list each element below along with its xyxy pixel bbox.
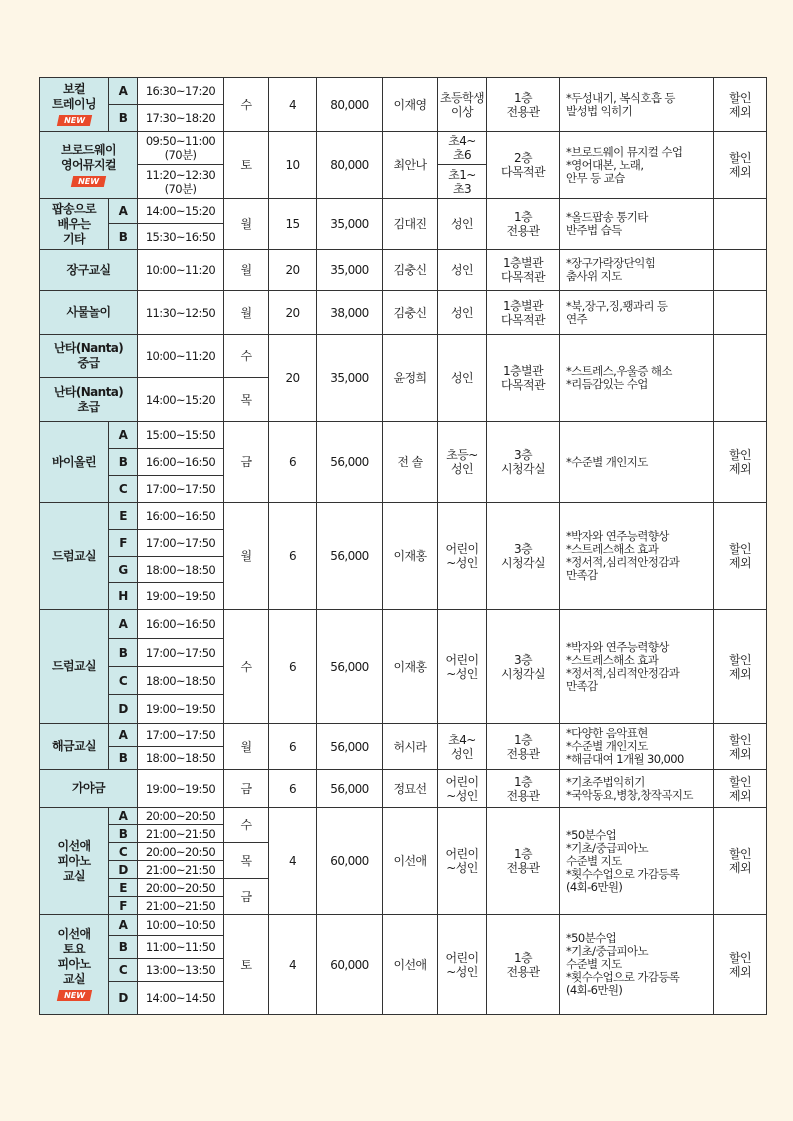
class-code: D (109, 695, 138, 724)
teacher: 김대진 (383, 199, 438, 250)
class-time: 14:00~15:20 (138, 378, 224, 422)
note: 할인 제외 (714, 915, 767, 1015)
description: *기초주법익히기 *국악동요,병창,창작곡지도 (560, 770, 714, 808)
note: 할인 제외 (714, 78, 767, 132)
class-time: 10:00~10:50 (138, 915, 224, 936)
class-time: 11:20~12:30 (70분) (138, 165, 224, 199)
class-time: 14:00~15:20 (138, 199, 224, 224)
course-name: 드럼교실 (40, 503, 109, 610)
class-capacity: 20 (269, 335, 317, 422)
class-capacity: 10 (269, 132, 317, 199)
target: 초등학생 이상 (438, 78, 487, 132)
course-name: 바이올린 (40, 422, 109, 503)
teacher: 이재홍 (383, 610, 438, 724)
note: 할인 제외 (714, 132, 767, 199)
class-time: 21:00~21:50 (138, 897, 224, 915)
class-fee: 60,000 (317, 915, 383, 1015)
class-time: 18:00~18:50 (138, 747, 224, 770)
class-code: C (109, 843, 138, 861)
class-time: 15:30~16:50 (138, 224, 224, 250)
target: 어린이 ~성인 (438, 915, 487, 1015)
target: 어린이 ~성인 (438, 808, 487, 915)
class-day: 토 (224, 132, 269, 199)
description: *박자와 연주능력향상 *스트레스해소 효과 *정서적,심리적안정감과 만족감 (560, 610, 714, 724)
description: *올드팝송 통기타 반주법 습득 (560, 199, 714, 250)
class-fee: 38,000 (317, 291, 383, 335)
class-code: B (109, 639, 138, 667)
class-day: 금 (224, 770, 269, 808)
class-time: 19:00~19:50 (138, 583, 224, 610)
target: 성인 (438, 199, 487, 250)
place: 1층별관 다목적관 (487, 250, 560, 291)
class-capacity: 20 (269, 250, 317, 291)
target: 초4~ 초6 (438, 132, 487, 165)
class-fee: 56,000 (317, 770, 383, 808)
class-code: B (109, 224, 138, 250)
course-name: 드럼교실 (40, 610, 109, 724)
class-fee: 56,000 (317, 503, 383, 610)
class-code: A (109, 422, 138, 449)
place: 1층 전용관 (487, 808, 560, 915)
course-name: 해금교실 (40, 724, 109, 770)
class-capacity: 4 (269, 78, 317, 132)
place: 1층 전용관 (487, 199, 560, 250)
note: 할인 제외 (714, 422, 767, 503)
class-capacity: 6 (269, 503, 317, 610)
class-time: 20:00~20:50 (138, 879, 224, 897)
class-capacity: 6 (269, 724, 317, 770)
new-badge: NEW (56, 115, 91, 126)
table-row (40, 199, 767, 224)
course-name: 팝송으로 배우는 기타 (40, 199, 109, 250)
description: *북,장구,징,꽹과리 등 연주 (560, 291, 714, 335)
class-time: 17:00~17:50 (138, 476, 224, 503)
note: 할인 제외 (714, 724, 767, 770)
class-time: 21:00~21:50 (138, 825, 224, 843)
target: 성인 (438, 291, 487, 335)
class-code: D (109, 861, 138, 879)
new-badge: NEW (56, 990, 91, 1001)
class-code: F (109, 897, 138, 915)
class-fee: 35,000 (317, 199, 383, 250)
teacher: 전 솔 (383, 422, 438, 503)
class-code: B (109, 105, 138, 132)
class-day: 월 (224, 250, 269, 291)
class-capacity: 6 (269, 610, 317, 724)
class-day: 월 (224, 199, 269, 250)
target: 성인 (438, 335, 487, 422)
description: *50분수업 *기초/중급피아노 수준별 지도 *횟수수업으로 가감등록 (4회-6만원) (560, 915, 714, 1015)
note (714, 199, 767, 250)
class-time: 17:00~17:50 (138, 639, 224, 667)
class-fee: 60,000 (317, 808, 383, 915)
course-name: 이선애 토요 피아노 교실 NEW (40, 915, 109, 1015)
class-code: A (109, 808, 138, 825)
class-code: E (109, 503, 138, 530)
target: 초등~ 성인 (438, 422, 487, 503)
class-capacity: 6 (269, 422, 317, 503)
class-time: 15:00~15:50 (138, 422, 224, 449)
teacher: 윤정희 (383, 335, 438, 422)
class-fee: 80,000 (317, 78, 383, 132)
class-fee: 35,000 (317, 250, 383, 291)
class-day: 수 (224, 335, 269, 378)
class-time: 17:00~17:50 (138, 724, 224, 747)
teacher: 최안나 (383, 132, 438, 199)
place: 3층 시청각실 (487, 503, 560, 610)
note (714, 335, 767, 422)
class-day: 수 (224, 78, 269, 132)
course-name: 사물놀이 (40, 291, 138, 335)
class-time: 18:00~18:50 (138, 667, 224, 695)
table-row (40, 335, 767, 378)
class-code: H (109, 583, 138, 610)
class-fee: 56,000 (317, 422, 383, 503)
class-time: 16:30~17:20 (138, 78, 224, 105)
target: 성인 (438, 250, 487, 291)
description: *수준별 개인지도 (560, 422, 714, 503)
description: *다양한 음악표현 *수준별 개인지도 *해금대여 1개월 30,000 (560, 724, 714, 770)
class-schedule-table (39, 77, 767, 1015)
course-name: 브로드웨이 영어뮤지컬 NEW (40, 132, 138, 199)
course-name: 가야금 (40, 770, 138, 808)
table-row (40, 770, 767, 808)
class-day: 금 (224, 879, 269, 915)
target: 초4~ 성인 (438, 724, 487, 770)
table-row (40, 132, 767, 165)
place: 1층별관 다목적관 (487, 291, 560, 335)
class-time: 13:00~13:50 (138, 959, 224, 982)
class-capacity: 20 (269, 291, 317, 335)
table-row (40, 422, 767, 449)
class-time: 09:50~11:00 (70분) (138, 132, 224, 165)
class-time: 16:00~16:50 (138, 449, 224, 476)
place: 1층별관 다목적관 (487, 335, 560, 422)
note: 할인 제외 (714, 503, 767, 610)
class-code: C (109, 476, 138, 503)
class-time: 19:00~19:50 (138, 695, 224, 724)
class-day: 수 (224, 808, 269, 843)
table-row (40, 610, 767, 639)
class-day: 토 (224, 915, 269, 1015)
class-code: G (109, 557, 138, 583)
course-name: 난타(Nanta) 초급 (40, 378, 138, 422)
class-capacity: 6 (269, 770, 317, 808)
class-fee: 56,000 (317, 610, 383, 724)
class-code: A (109, 915, 138, 936)
place: 2층 다목적관 (487, 132, 560, 199)
class-code: A (109, 724, 138, 747)
description: *두성내기, 복식호흡 등 발성법 익히기 (560, 78, 714, 132)
new-badge: NEW (71, 176, 106, 187)
target: 어린이 ~성인 (438, 770, 487, 808)
course-name: 난타(Nanta) 중급 (40, 335, 138, 378)
description: *박자와 연주능력향상 *스트레스해소 효과 *정서적,심리적안정감과 만족감 (560, 503, 714, 610)
class-fee: 80,000 (317, 132, 383, 199)
teacher: 이재홍 (383, 503, 438, 610)
class-day: 수 (224, 610, 269, 724)
target: 초1~ 초3 (438, 165, 487, 199)
class-time: 11:30~12:50 (138, 291, 224, 335)
table-row (40, 808, 767, 825)
teacher: 이선애 (383, 808, 438, 915)
class-code: C (109, 667, 138, 695)
class-code: D (109, 982, 138, 1015)
class-time: 11:00~11:50 (138, 936, 224, 959)
note: 할인 제외 (714, 808, 767, 915)
class-time: 10:00~11:20 (138, 250, 224, 291)
teacher: 이재영 (383, 78, 438, 132)
course-name: 보컬 트레이닝 NEW (40, 78, 109, 132)
class-day: 월 (224, 291, 269, 335)
class-code: C (109, 959, 138, 982)
table-row (40, 250, 767, 291)
note: 할인 제외 (714, 610, 767, 724)
place: 1층 전용관 (487, 78, 560, 132)
class-time: 20:00~20:50 (138, 808, 224, 825)
class-code: B (109, 825, 138, 843)
target: 어린이 ~성인 (438, 610, 487, 724)
class-day: 월 (224, 724, 269, 770)
class-time: 21:00~21:50 (138, 861, 224, 879)
class-code: A (109, 199, 138, 224)
table-row (40, 78, 767, 105)
class-time: 18:00~18:50 (138, 557, 224, 583)
teacher: 김충신 (383, 291, 438, 335)
teacher: 김충신 (383, 250, 438, 291)
teacher: 정묘선 (383, 770, 438, 808)
class-code: B (109, 449, 138, 476)
class-fee: 56,000 (317, 724, 383, 770)
place: 1층 전용관 (487, 915, 560, 1015)
class-capacity: 4 (269, 808, 317, 915)
note (714, 250, 767, 291)
class-capacity: 4 (269, 915, 317, 1015)
table-row (40, 503, 767, 530)
table-row (40, 724, 767, 747)
class-day: 금 (224, 422, 269, 503)
class-day: 월 (224, 503, 269, 610)
class-time: 14:00~14:50 (138, 982, 224, 1015)
class-time: 17:30~18:20 (138, 105, 224, 132)
description: *브로드웨이 뮤지컬 수업 *영어대본, 노래, 안무 등 교습 (560, 132, 714, 199)
class-fee: 35,000 (317, 335, 383, 422)
teacher: 이선애 (383, 915, 438, 1015)
place: 3층 시청각실 (487, 422, 560, 503)
teacher: 허시라 (383, 724, 438, 770)
description: *스트레스,우울증 해소 *리듬감있는 수업 (560, 335, 714, 422)
class-capacity: 15 (269, 199, 317, 250)
class-time: 10:00~11:20 (138, 335, 224, 378)
place: 1층 전용관 (487, 770, 560, 808)
note: 할인 제외 (714, 770, 767, 808)
class-day: 목 (224, 378, 269, 422)
class-time: 16:00~16:50 (138, 503, 224, 530)
target: 어린이 ~성인 (438, 503, 487, 610)
class-code: E (109, 879, 138, 897)
description: *50분수업 *기초/중급피아노 수준별 지도 *횟수수업으로 가감등록 (4회-6만원) (560, 808, 714, 915)
table-row (40, 915, 767, 936)
place: 1층 전용관 (487, 724, 560, 770)
description: *장구가락장단익힘 춤사위 지도 (560, 250, 714, 291)
table-row (40, 291, 767, 335)
class-code: A (109, 610, 138, 639)
class-time: 16:00~16:50 (138, 610, 224, 639)
class-code: B (109, 747, 138, 770)
class-code: A (109, 78, 138, 105)
course-name: 이선애 피아노 교실 (40, 808, 109, 915)
class-time: 19:00~19:50 (138, 770, 224, 808)
note (714, 291, 767, 335)
place: 3층 시청각실 (487, 610, 560, 724)
class-time: 20:00~20:50 (138, 843, 224, 861)
class-code: B (109, 936, 138, 959)
class-day: 목 (224, 843, 269, 879)
class-time: 17:00~17:50 (138, 530, 224, 557)
class-code: F (109, 530, 138, 557)
course-name: 장구교실 (40, 250, 138, 291)
